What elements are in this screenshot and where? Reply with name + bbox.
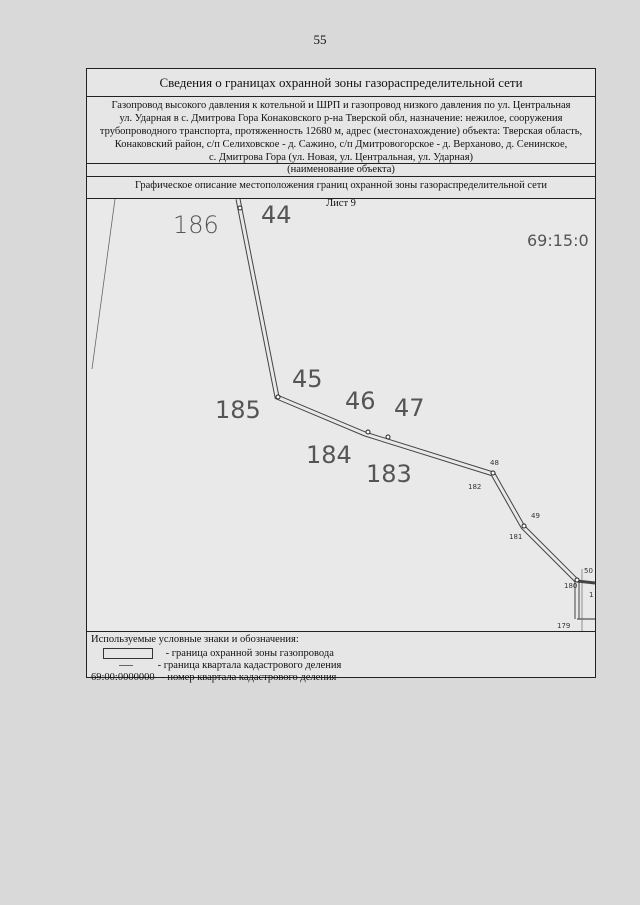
point-label: 48 [490, 459, 499, 467]
legend-text: - граница квартала кадастрового деления [157, 660, 342, 671]
point-marker [276, 395, 280, 399]
document-frame [86, 68, 596, 683]
object-description [87, 97, 595, 164]
legend-title: Используемые условные знаки и обозначения: [91, 634, 299, 645]
legend-text: - граница охранной зоны газопровода [165, 648, 334, 659]
parcel-label: 180 [564, 582, 578, 590]
point-label: 46 [345, 387, 376, 415]
graphic-title: Графическое описание местоположения границ охранной зоны газораспределительной сети [87, 177, 595, 199]
parcel-label: 182 [468, 483, 482, 491]
parcel-label: 184 [306, 441, 352, 469]
point-marker [491, 471, 495, 475]
zone-symbol [103, 648, 153, 659]
description-line: Газопровод высокого давления к котельной и ШРП и газопровод низкого давления по ул. Центральная [111, 100, 571, 111]
point-marker [366, 430, 370, 434]
description-line: с. Дмитрова Гора (ул. Новая, ул. Центральная, ул. Ударная) [208, 152, 474, 163]
legend-text: - номер квартала кадастрового деления [161, 672, 337, 683]
parcel-label: 185 [215, 396, 261, 424]
quarter-line-symbol [119, 665, 133, 666]
sheet-label: Лист 9 [326, 198, 356, 209]
quarter-number-symbol: 69:00:0000000 [91, 672, 155, 683]
point-marker [386, 435, 390, 439]
legend-item [91, 671, 336, 684]
parcel-label: 181 [509, 533, 523, 541]
parcel-label: 186 [173, 211, 219, 239]
protection-zone-boundary [577, 581, 595, 583]
legend [87, 632, 595, 683]
point-label: 45 [292, 365, 323, 393]
description-line: ул. Ударная в с. Дмитрова Гора Конаковского р-на Тверской обл, назначение: нежилое, сооружения [119, 113, 563, 124]
description-line: трубопроводного транспорта, протяженность 12680 м, адрес (местонахождение) объекта: Тверская область, [99, 126, 583, 137]
point-label: 49 [531, 512, 540, 520]
quarter-boundary [92, 199, 115, 369]
parcel-label: 179 [557, 622, 571, 630]
name-note: (наименование объекта) [87, 164, 595, 177]
point-label: 47 [394, 394, 425, 422]
cadastral-map [87, 199, 595, 632]
point-label: 50 [584, 567, 593, 575]
map-drawing [87, 199, 595, 631]
point-label: 44 [261, 201, 292, 229]
document-title: Сведения о границах охранной зоны газораспределительной сети [87, 69, 595, 97]
point-marker [522, 524, 526, 528]
parcel-label: 183 [366, 460, 412, 488]
point-label: 1 [589, 591, 594, 599]
description-line: Конаковский район, с/п Селиховское - д. Сажино, с/п Дмитровогорское - д. Верханово, д. Сенинское, [114, 139, 568, 150]
quarter-label: 69:15:0 [527, 231, 589, 250]
page-number: 55 [313, 32, 327, 47]
